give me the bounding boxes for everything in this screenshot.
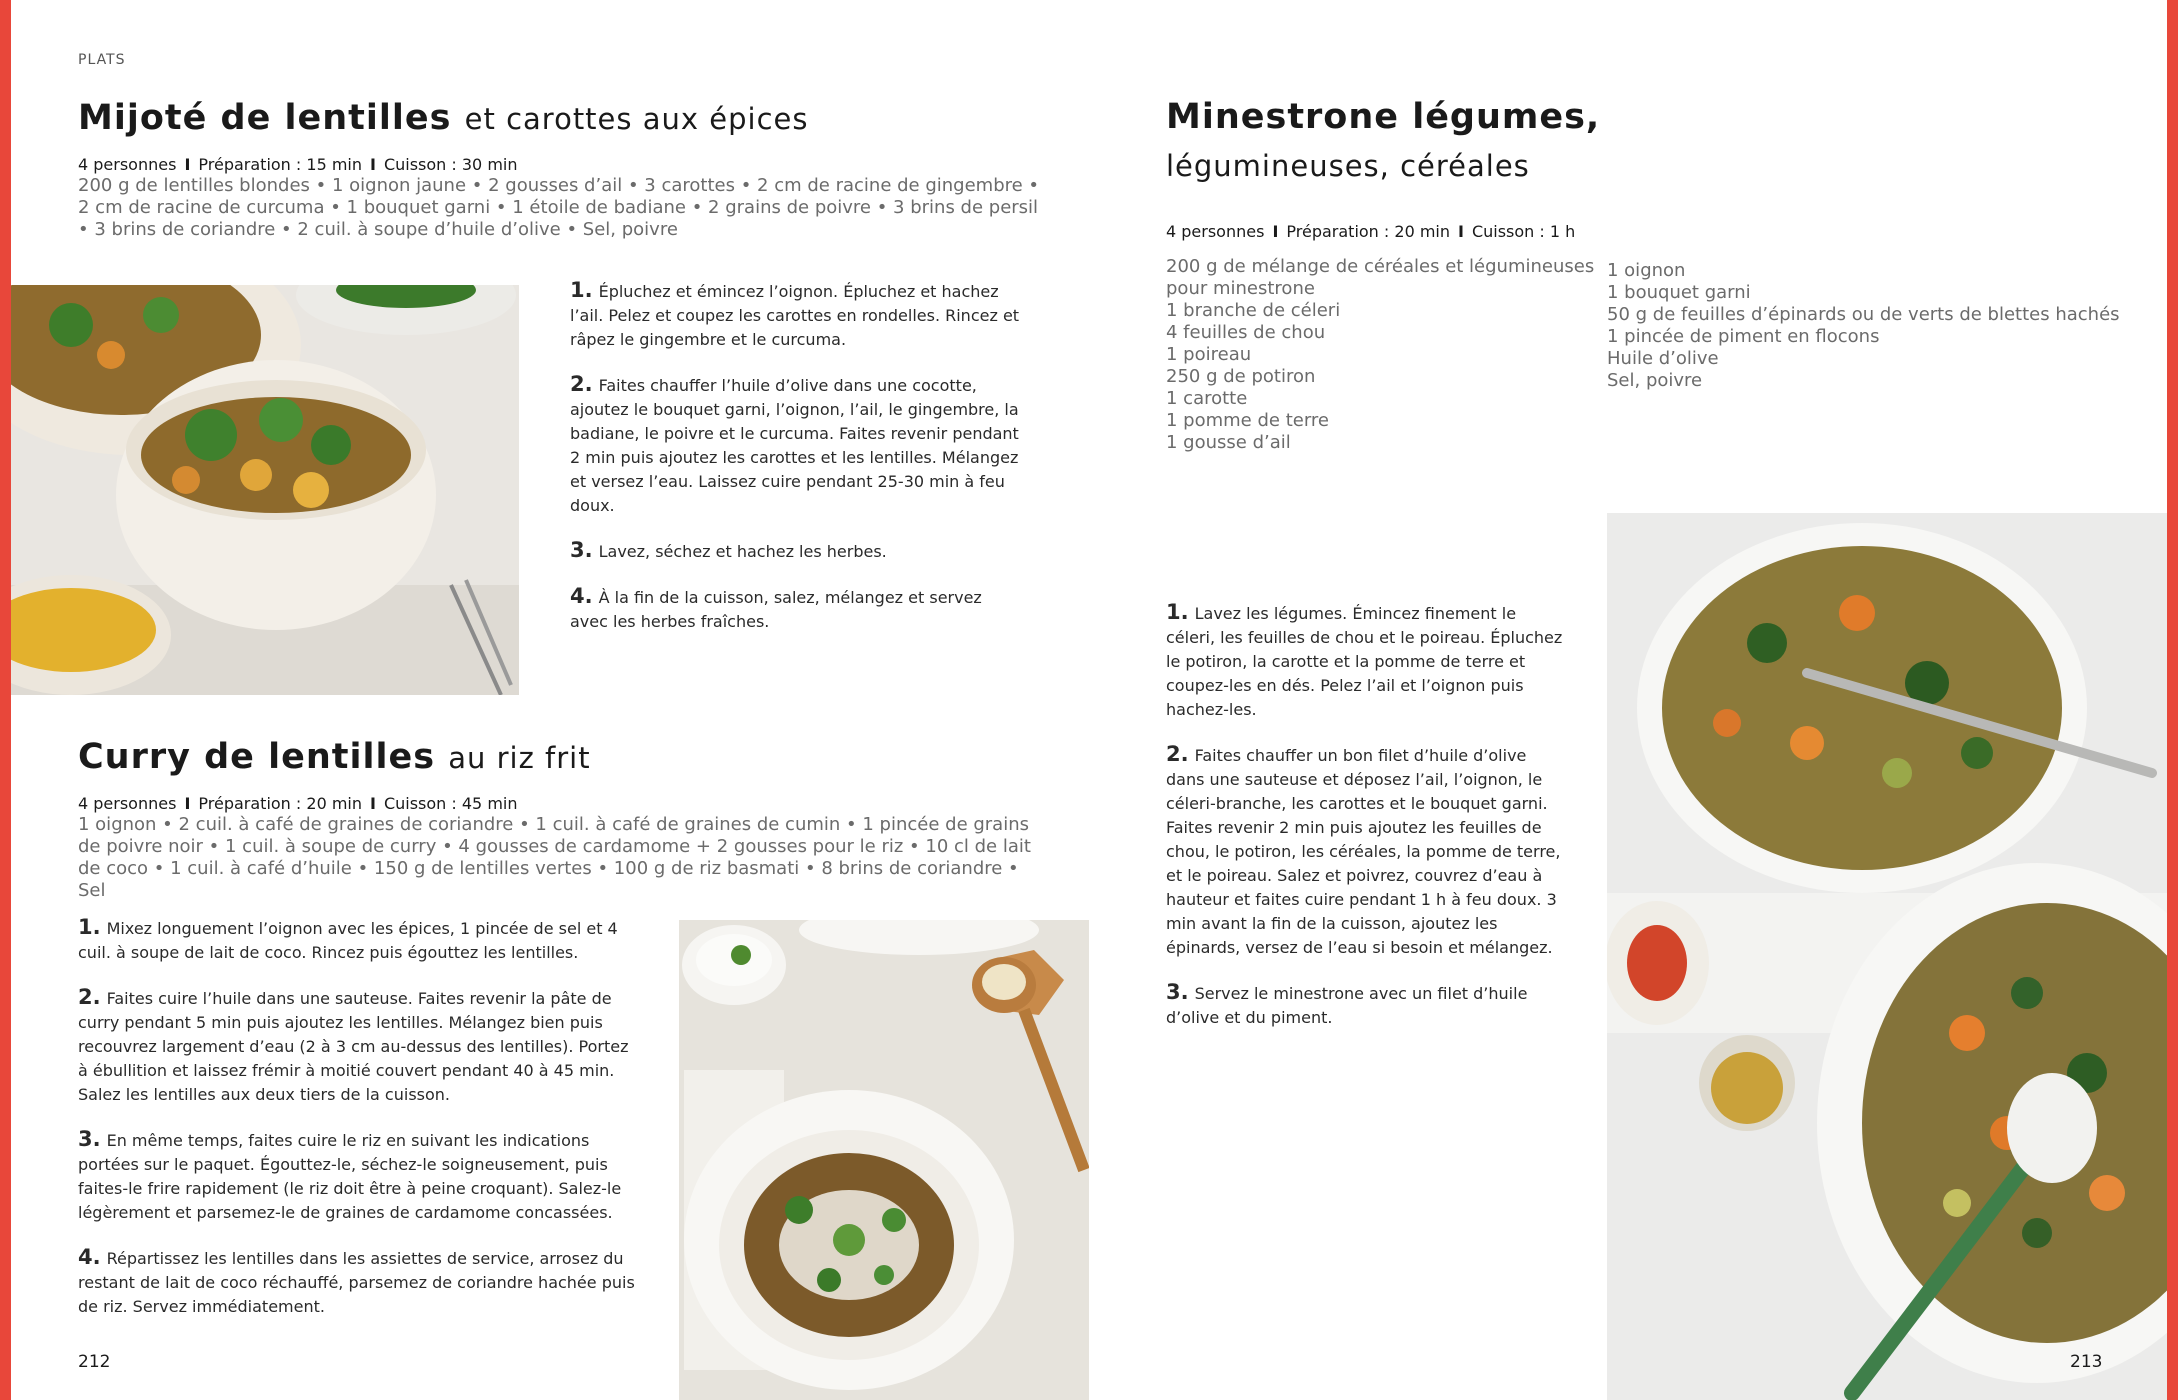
recipe3-step-3: 3. Servez le minestrone avec un filet d’huile d’olive et du piment.	[1166, 980, 1528, 1027]
recipe3-steps	[1166, 600, 1566, 1050]
recipe2-title	[78, 737, 591, 777]
recipe1-photo	[11, 285, 519, 695]
recipe3-step-2: 2. Faites chauffer un bon filet d’huile d’olive dans une sauteuse et déposez l’ail, l’oignon, le céleri-branche, les carottes et le bouquet garni. Faites revenir 2 min puis ajoutez les feuilles de chou, le potiron, les céréales, la pomme de terre, et le poireau. Salez et poivrez, couvrez d’eau à hauteur et faites cuire pendant 1 h à feu doux. 3 min avant la fin de la cuisson, ajoutez les épinards, versez de l’eau si besoin et mélangez.	[1166, 742, 1561, 957]
recipe3-ingredients-col1: 200 g de mélange de céréales et légumineuses pour minestrone 1 branche de céleri 4 feuilles de chou 1 poireau 250 g de potiron 1 carotte 1 pomme de terre 1 gousse d’ail	[1166, 256, 1595, 453]
recipe1-step-2: 2. Faites chauffer l’huile d’olive dans une cocotte, ajoutez le bouquet garni, l’oignon, l’ail, le gingembre, la badiane, le poivre et le curcuma. Faites revenir pendant 2 min puis ajoutez les carottes et les lentilles. Mélangez et versez l’eau. Laissez cuire pendant 25-30 min à feu doux.	[570, 372, 1019, 515]
recipe3-title-line1: Minestrone légumes,	[1166, 97, 1601, 137]
right-page-edge	[2167, 0, 2178, 1400]
page-number-left: 212	[78, 1352, 111, 1372]
recipe2-step-3: 3. En même temps, faites cuire le riz en suivant les indications portées sur le paquet. Égouttez-le, séchez-le soigneusement, puis faites-le frire rapidement (le riz doit être à peine croquant). Salez-le légèrement et parsemez-le de graines de cardamome concassées.	[78, 1127, 622, 1222]
recipe1-ingredients: 200 g de lentilles blondes • 1 oignon jaune • 2 gousses d’ail • 3 carottes • 2 cm de racine de gingembre • 2 cm de racine de curcuma • 1 bouquet garni • 1 étoile de badiane • 2 grains de poivre • 3 brins de persil • 3 brins de coriandre • 2 cuil. à soupe d’huile d’olive • Sel, poivre	[78, 175, 1040, 240]
recipe1-title-main: Mijoté de lentilles	[78, 98, 452, 138]
recipe2-step-4: 4. Répartissez les lentilles dans les assiettes de service, arrosez du restant de lait de coco réchauffé, parsemez de coriandre hachée puis de riz. Servez immédiatement.	[78, 1245, 635, 1316]
section-label: PLATS	[78, 52, 126, 68]
recipe1-step-4: 4. À la fin de la cuisson, salez, mélangez et servez avec les herbes fraîches.	[570, 584, 982, 631]
recipe1-step-1: 1. Épluchez et émincez l’oignon. Épluchez et hachez l’ail. Pelez et coupez les carottes en rondelles. Rincez et râpez le gingembre et le curcuma.	[570, 278, 1020, 349]
recipe3-step-1: 1. Lavez les légumes. Émincez finement le céleri, les feuilles de chou et le poireau. Épluchez le potiron, la carotte et la pomme de terre et coupez-les en dés. Pelez l’ail et l’oignon puis hachez-les.	[1166, 600, 1563, 719]
recipe3-meta: 4 personnes I Préparation : 20 min I Cuisson : 1 h	[1166, 222, 1576, 241]
recipe3-prep: Préparation : 20 min	[1286, 222, 1450, 241]
recipe1-persons: 4 personnes	[78, 155, 177, 174]
recipe1-cook: Cuisson : 30 min	[383, 155, 518, 174]
recipe1-meta: 4 personnes I Préparation : 15 min I Cuisson : 30 min	[78, 155, 518, 174]
recipe2-title-main: Curry de lentilles	[78, 737, 436, 777]
recipe2-title-sub: au riz frit	[448, 741, 591, 775]
recipe3-cook: Cuisson : 1 h	[1471, 222, 1576, 241]
recipe2-step-1: 1. Mixez longuement l’oignon avec les épices, 1 pincée de sel et 4 cuil. à soupe de lait de coco. Rincez puis égouttez les lentilles.	[78, 915, 618, 962]
recipe2-cook: Cuisson : 45 min	[383, 794, 518, 813]
left-page-edge	[0, 0, 11, 1400]
recipe2-prep: Préparation : 20 min	[198, 794, 362, 813]
recipe1-steps	[570, 278, 1020, 654]
recipe2-photo	[679, 920, 1089, 1400]
recipe3-persons: 4 personnes	[1166, 222, 1265, 241]
recipe2-meta: 4 personnes I Préparation : 20 min I Cuisson : 45 min	[78, 794, 518, 813]
recipe3-title-line2: légumineuses, céréales	[1166, 149, 1530, 183]
recipe2-persons: 4 personnes	[78, 794, 177, 813]
recipe2-step-2: 2. Faites cuire l’huile dans une sauteuse. Faites revenir la pâte de curry pendant 5 min puis ajoutez les lentilles. Mélangez bien puis recouvrez largement d’eau (2 à 3 cm au-dessus des lentilles). Portez à ébullition et laissez frémir à moitié couvert pendant 40 à 45 min. Salez les lentilles aux deux tiers de la cuisson.	[78, 985, 629, 1104]
lentil-stew-bowl-image	[11, 285, 519, 695]
recipe3-ingredients-col2: 1 oignon 1 bouquet garni 50 g de feuilles d’épinards ou de verts de blettes hachés 1 pincée de piment en flocons Huile d’olive Sel, poivre	[1607, 260, 2120, 391]
lentil-curry-rice-image	[679, 920, 1089, 1400]
recipe1-step-3: 3. Lavez, séchez et hachez les herbes.	[570, 538, 887, 562]
recipe2-steps	[78, 915, 638, 1339]
recipe3-photo	[1607, 513, 2167, 1400]
recipe1-title-sub: et carottes aux épices	[464, 102, 809, 136]
minestrone-bowls-image	[1607, 513, 2167, 1400]
recipe2-ingredients: 1 oignon • 2 cuil. à café de graines de coriandre • 1 cuil. à café de graines de cumin • 1 pincée de grains de poivre noir • 1 cuil. à soupe de curry • 4 gousses de cardamome + 2 gousses pour le riz • 10 cl de lait de coco • 1 cuil. à café d’huile • 150 g de lentilles vertes • 100 g de riz basmati • 8 brins de coriandre • Sel	[78, 814, 1031, 901]
recipe1-prep: Préparation : 15 min	[198, 155, 362, 174]
recipe1-title	[78, 98, 808, 138]
page-number-right: 213	[2070, 1352, 2103, 1372]
